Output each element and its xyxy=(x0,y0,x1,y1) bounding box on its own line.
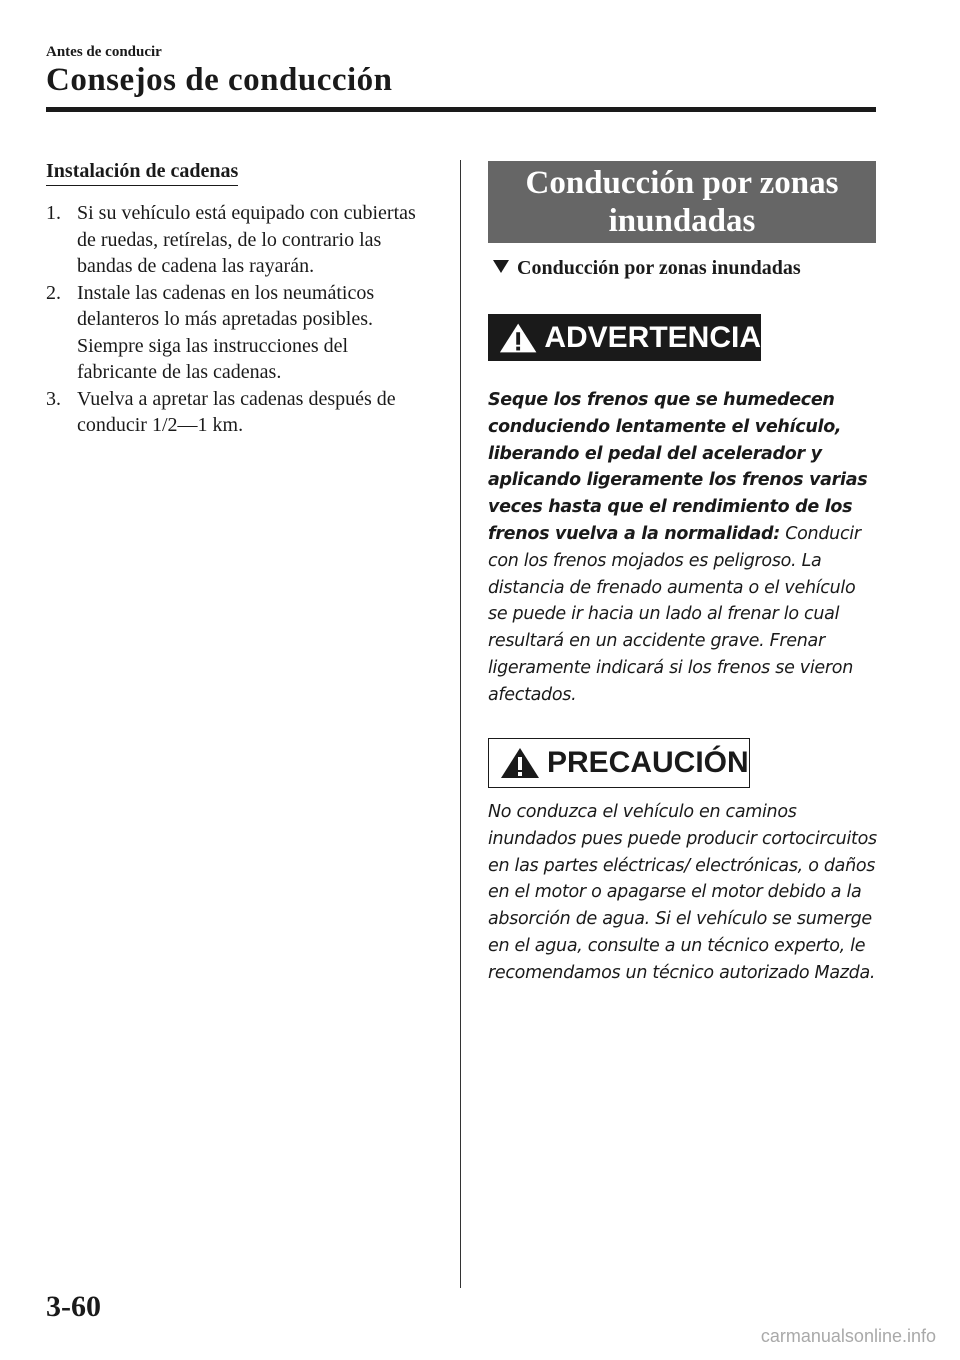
page-title: Consejos de conducción xyxy=(46,62,393,98)
warning-triangle-icon xyxy=(498,321,538,355)
section-heading xyxy=(493,257,801,280)
caution-body: No conduzca el vehículo en caminos inundados pues puede producir cortocircuitos en las partes eléctricas/ electrónicas, o daños en el motor o apagarse el motor debido a la absorción de agua. Si el vehículo se sumerge en el agua, consulte a un técnico experto, le recomendamos un técnico autorizado Mazda. xyxy=(488,802,877,983)
list-item xyxy=(46,200,426,280)
section-heading-text: Conducción por zonas inundadas xyxy=(517,257,801,279)
warning-label: ADVERTENCIA xyxy=(544,320,761,354)
list-item xyxy=(46,386,426,439)
step-text: Vuelva a apretar las cadenas después de conducir 1/2―1 km. xyxy=(77,387,396,436)
subheading-chains: Instalación de cadenas xyxy=(46,160,238,186)
header-section: Antes de conducir xyxy=(46,44,162,60)
step-text: Instale las cadenas en los neumáticos delanteros lo más apretadas posibles. Siempre siga las instrucciones del fabricante de las cadenas. xyxy=(77,281,375,383)
step-number: 2. xyxy=(46,281,61,304)
caution-badge xyxy=(488,738,750,788)
step-number: 1. xyxy=(46,202,61,224)
warning-badge xyxy=(488,314,761,361)
warning-text: Conducir con los frenos mojados es peligroso. La distancia de frenado aumenta o el vehículo se puede ir hacia un lado al frenar lo cual resultará en un accidente grave. Frenar ligeramente indicará si los frenos se vieron afectados. xyxy=(488,523,861,705)
step-text: Si su vehículo está equipado con cubiertas de ruedas, retírelas, de lo contrario las bandas de cadena las rayarán. xyxy=(77,202,416,277)
section-banner xyxy=(488,161,876,243)
list-item xyxy=(46,280,426,386)
triangle-down-icon xyxy=(493,260,509,273)
header-rule xyxy=(46,107,876,112)
watermark: carmanualsonline.info xyxy=(760,1326,936,1346)
page-number: 3-60 xyxy=(46,1290,101,1323)
warning-bold-text: Seque los frenos que se humedecen conduciendo lentamente el vehículo, liberando el pedal del acelerador y aplicando ligeramente los frenos varias veces hasta que el rendimiento de los frenos vuelva a la normalidad: xyxy=(488,390,868,544)
banner-line-1: Conducción por zonas xyxy=(525,165,839,201)
steps-list xyxy=(46,200,426,439)
step-number: 3. xyxy=(46,387,61,410)
caution-label: PRECAUCIÓN xyxy=(547,746,749,779)
warning-triangle-icon xyxy=(499,746,541,780)
column-divider xyxy=(460,160,461,1288)
warning-body xyxy=(488,387,878,709)
banner-line-2: inundadas xyxy=(608,203,756,239)
